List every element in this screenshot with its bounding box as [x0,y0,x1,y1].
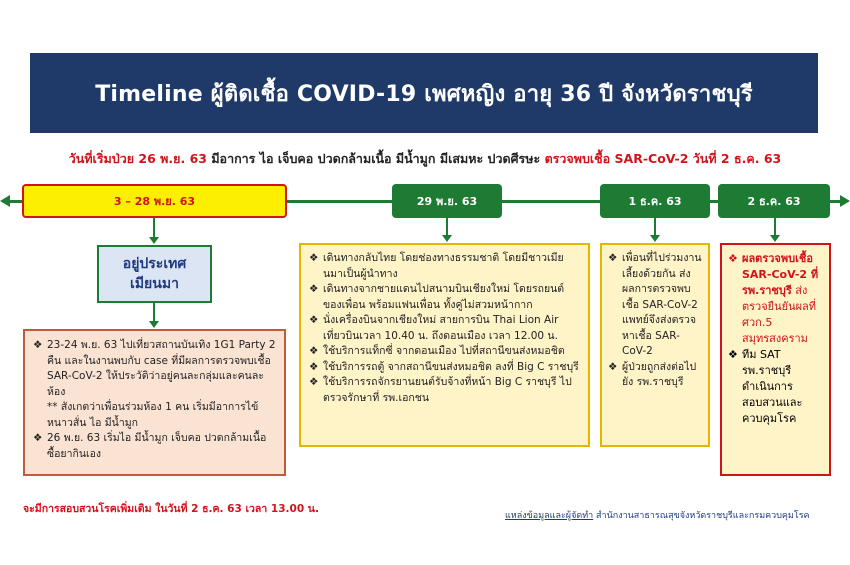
connector-2-arrow [442,235,452,242]
timeline-arrow-right [840,195,850,207]
event-box-travel [299,243,590,447]
date-label-2: 29 พ.ย. 63 [416,195,478,208]
list-item: ❖ ทีม SAT รพ.ราชบุรี ดำเนินการสอบสวนและควบคุมโรค [728,348,803,425]
connector-3 [654,218,656,235]
connector-1b [153,303,155,321]
date-marker-3 [600,184,710,218]
list-item: ❖ ผู้ป่วยถูกส่งต่อไปยัง รพ.ราชบุรี [608,360,697,388]
source-label: แหล่งข้อมูลและผู้จัดทำ [505,511,594,521]
date-marker-4 [718,184,830,218]
list-item: ❖ ใช้บริการรถจักรยานยนต์รับจ้างที่หน้า Big C ราชบุรี ไปตรวจรักษาที่ รพ.เอกชน [309,376,572,404]
page-title: Timeline ผู้ติดเชื้อ COVID-19 เพศหญิง อายุ 36 ปี จังหวัดราชบุรี [95,81,753,107]
connector-1 [153,218,155,237]
list-item: ❖ นั่งเครื่องบินจากเชียงใหม่ สายการบิน Thai Lion Air เที่ยวบินเวลา 10.40 น. ถึงดอนเมือง เวลา 12.00 น. [309,314,559,342]
connector-1b-arrow [149,321,159,328]
onset-summary [25,149,825,169]
event-box-confirmed [720,243,831,476]
list-item: ❖ เดินทางกลับไทย โดยช่องทางธรรมชาติ โดยมีชาวเมียนมาเป็นผู้นำทาง [309,252,564,280]
list-item: ❖ ใช้บริการรถตู้ จากสถานีขนส่งหมอชิต ลงที่ Big C ราชบุรี [309,360,579,373]
list-item: ❖ ใช้บริการแท็กซี่ จากดอนเมือง ไปที่สถานีขนส่งหมอชิต [309,345,565,357]
detection-date: ตรวจพบเชื้อ SAR-CoV-2 วันที่ 2 ธ.ค. 63 [544,151,782,166]
location-line-2: เมียนมา [130,276,179,292]
timeline-arrow-left [0,195,10,207]
connector-3-arrow [650,235,660,242]
connector-4-arrow [770,235,780,242]
followup-note: จะมีการสอบสวนโรคเพิ่มเติม ในวันที่ 2 ธ.ค. 63 เวลา 13.00 น. [23,503,319,515]
list-item: ❖ 23-24 พ.ย. 63 ไปเที่ยวสถานบันเทิง 1G1 Party 2 คืน และในงานพบกับ case ที่มีผลการตรวจพบเชื้อ SAR-CoV-2 ให้ประวัติว่าอยู่คนละกลุ่มและคนละห้อง [33,339,276,398]
source-credit [505,508,810,522]
title-banner [30,53,818,133]
date-marker-1 [22,184,287,218]
list-item: ❖ เพื่อนที่ไปร่วมงานเลี้ยงด้วยกัน ส่งผลการตรวจพบเชื้อ SAR-CoV-2 แพทย์จึงส่งตรวจหาเชื้อ SAR-CoV-2 [608,252,702,357]
note-text: ** สังเกตว่าเพื่อนร่วมห้อง 1 คน เริ่มมีอาการไข้ หนาวสั่น ไอ มีน้ำมูก [47,401,259,429]
symptoms-text: มีอาการ ไอ เจ็บคอ ปวดกล้ามเนื้อ มีน้ำมูก มีเสมหะ ปวดศีรษะ [206,151,545,166]
event-box-pre-return [23,329,286,476]
date-marker-2 [392,184,502,218]
location-box-myanmar [97,245,212,303]
location-line-1: อยู่ประเทศ [122,256,187,272]
list-item: ❖ เดินทางจากชายแดนไปสนามบินเชียงใหม่ โดยรถยนต์ของเพื่อน พร้อมแฟนเพื่อน ทั้งคู่ไม่สวมหน้ากาก [309,283,565,311]
date-label-3: 1 ธ.ค. 63 [628,195,682,208]
date-label-1: 3 – 28 พ.ย. 63 [113,195,196,208]
date-label-4: 2 ธ.ค. 63 [747,195,801,208]
connector-4 [774,218,776,235]
source-text: สำนักงานสาธารณสุขจังหวัดราชบุรีและกรมควบคุมโรค [593,511,810,521]
connector-2 [446,218,448,235]
event-box-referral [600,243,710,447]
connector-1-arrow [149,237,159,244]
onset-date: วันที่เริ่มป่วย 26 พ.ย. 63 [68,151,207,166]
list-item: ❖ ผลตรวจพบเชื้อ SAR-CoV-2 ที่ รพ.ราชบุรี ส่งตรวจยืนยันผลที่ ศวก.5 สมุทรสงคราม [728,252,819,345]
list-item: ❖ 26 พ.ย. 63 เริ่มไอ มีน้ำมูก เจ็บคอ ปวดกล้ามเนื้อ ซื้อยากินเอง [33,432,267,460]
